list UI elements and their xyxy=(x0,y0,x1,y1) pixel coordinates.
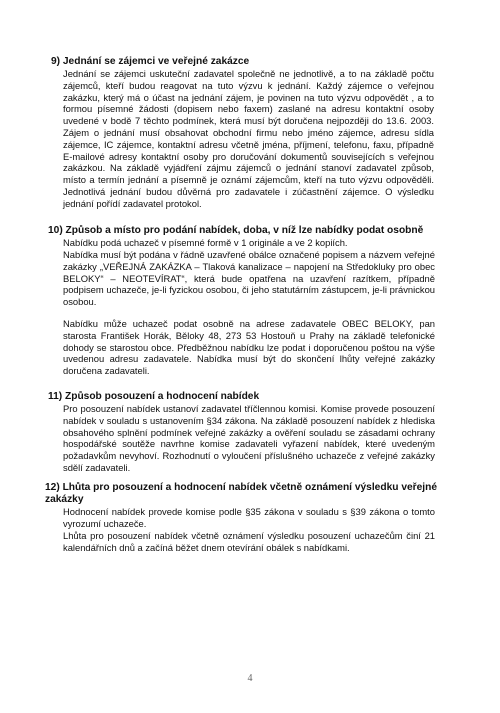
section-paragraph: Nabídka musí být podána v řádně uzavřené obálce označené popisem a názvem veřejné zakázky „VEŘEJNÁ ZAKÁZKA – Tlaková kanalizace – napojení na Středokluky pro obec BELOKY“ – NEOTEVÍRAT“, která bude opatřena na uzavření razítkem, případně podpisem uchazeče, je-li fyzickou osobou, či jeho statutárním zástupcem, je-li právnickou osobou. xyxy=(63,249,435,308)
section-paragraph: Lhůta pro posouzení nabídek včetně oznámení výsledku posouzení uchazečům činí 21 kalendářních dnů a začíná běžet dnem otevírání obálek s nabídkami. xyxy=(63,530,435,553)
page-number: 4 xyxy=(247,673,253,684)
section-heading: 9) Jednání se zájemci ve veřejné zakázce xyxy=(51,56,250,67)
section-paragraph: Nabídku může uchazeč podat osobně na adrese zadavatele OBEC BELOKY, pan starosta František Horák, Běloky 48, 273 53 Hostouň u Prahy na základě telefonické dohody se starostou obce. Předběžnou nabídku lze podat i doporučenou poštou na výše uvedenou adresu zadavatele. Nabídka musí být do skončení lhůty veřejné zakázky doručena zadavateli. xyxy=(63,318,435,377)
section-paragraph: Jednání se zájemci uskuteční zadavatel společně ne jednotlivě, a to na základě počtu zájemců, kteří budou reagovat na tuto výzvu k jednání. Každý zájemce o veřejnou zakázku, který má o účast na jednání zájem, je povinen na tuto výzvu odpovědět , a to formou písemné žádosti (dopisem nebo faxem) zaslané na adresu kontaktní osoby uvedené v bodě 7 těchto podmínek, která musí být doručena nejpozději do 13.6. 2003. Zájem o jednání musí obsahovat obchodní firmu nebo jméno zájemce, adresu sídla zájemce, IC zájemce, kontaktní adresu včetně jména, příjmení, telefonu, faxu, případně E-mailové adresy kontaktní osoby pro doručování dokumentů souvisejících s veřejnou zakázkou. Na základě vyjádření zájmu zájemců o jednání stanoví zadavatel způsob, místo a termín jednání a písemně je oznámí zájemcům, kteří na tuto výzvu odpověděli. Jednotlivá jednání budou důvěrná pro zadavatele i zúčastnění zájemce. O výsledku jednání pořídí zadavatel protokol. xyxy=(63,68,434,209)
section-paragraph: Pro posouzení nabídek ustanoví zadavatel tříčlennou komisi. Komise provede posouzení nabídek v souladu s ustanovením §34 zákona. Na základě posouzení nabídek z hlediska obsahového splnění podmínek veřejné zakázky a ověření souladu se zásadami ochrany hospodářské soutěže navrhne komise zadavateli vyřazení nabídek, které uvedeným požadavkům nevyhoví. Rozhodnutí o vyloučení příslušného uchazeče z veřejné zakázky sdělí zadavateli. xyxy=(63,403,435,473)
section-heading: 10) Způsob a místo pro podání nabídek, doba, v níž lze nabídky podat osobně xyxy=(48,225,424,236)
section-heading: 12) Lhůta pro posouzení a hodnocení nabídek včetně oznámení výsledku veřejné zakázky xyxy=(45,482,437,505)
section-paragraph: Hodnocení nabídek provede komise podle §35 zákona v souladu s §39 zákona o tomto vyrozumí uchazeče. xyxy=(63,506,435,529)
section-paragraph: Nabídku podá uchazeč v písemné formě v 1 originále a ve 2 kopiích. xyxy=(63,237,348,248)
section-heading: 11) Způsob posouzení a hodnocení nabídek xyxy=(48,391,260,402)
